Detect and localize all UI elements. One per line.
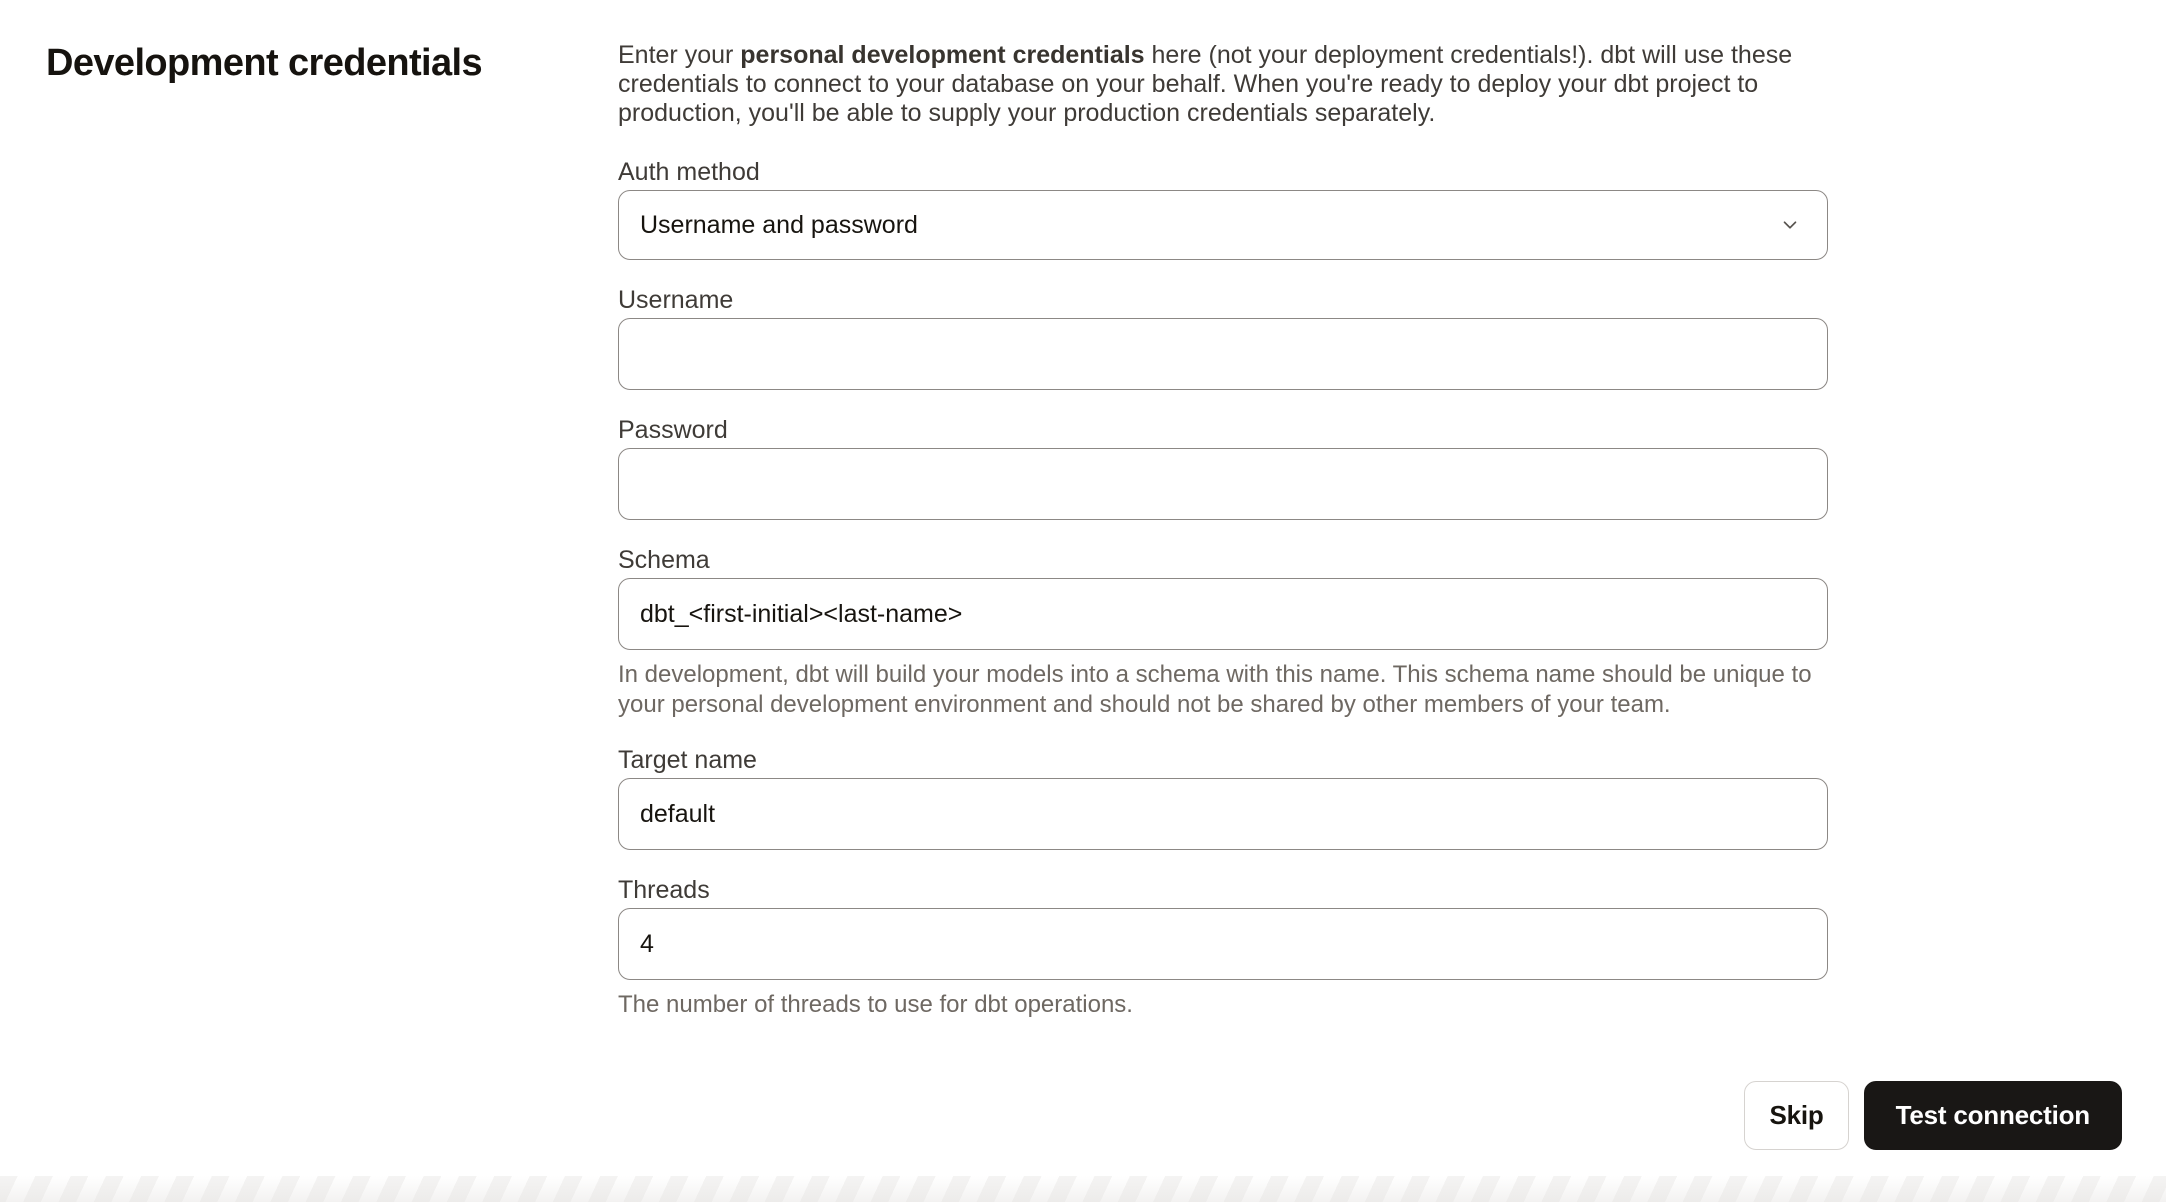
password-input[interactable] [618,448,1828,520]
auth-method-group [618,158,1828,260]
target-name-input[interactable] [618,778,1828,850]
credentials-form [618,0,1828,1020]
username-group [618,286,1828,390]
username-input[interactable] [618,318,1828,390]
intro-text [618,41,1828,128]
auth-method-value: Username and password [640,210,918,239]
schema-group [618,546,1828,720]
target-name-group [618,746,1828,850]
password-group [618,416,1828,520]
intro-text-pre: Enter your [618,41,741,69]
skip-button[interactable]: Skip [1744,1081,1848,1150]
below-fold-strip [0,1176,2166,1202]
schema-label: Schema [618,546,710,574]
schema-help-text: In development, dbt will build your models into a schema with this name. This schema name should be unique to your personal development environment and should not be shared by other members of your team. [618,661,1812,718]
auth-method-label: Auth method [618,158,760,186]
threads-help-text: The number of threads to use for dbt operations. [618,991,1133,1018]
chevron-down-icon [1779,214,1801,236]
username-label: Username [618,286,734,314]
threads-group [618,876,1828,1020]
threads-label: Threads [618,876,710,904]
test-connection-button[interactable]: Test connection [1864,1081,2122,1150]
schema-input[interactable] [618,578,1828,650]
title-column [0,0,618,86]
target-name-label: Target name [618,746,757,774]
page-title: Development credentials [46,42,483,84]
threads-input[interactable] [618,908,1828,980]
intro-text-post: here (not your deployment credentials!). dbt will use these credentials to connect to your database on your behalf. When you're ready to deploy your dbt project to production, you'll be able to supply your production credentials separately. [618,41,1793,127]
auth-method-select[interactable] [618,190,1828,260]
form-actions [1744,1081,2122,1150]
intro-text-bold: personal development credentials [740,41,1145,69]
password-label: Password [618,416,728,444]
